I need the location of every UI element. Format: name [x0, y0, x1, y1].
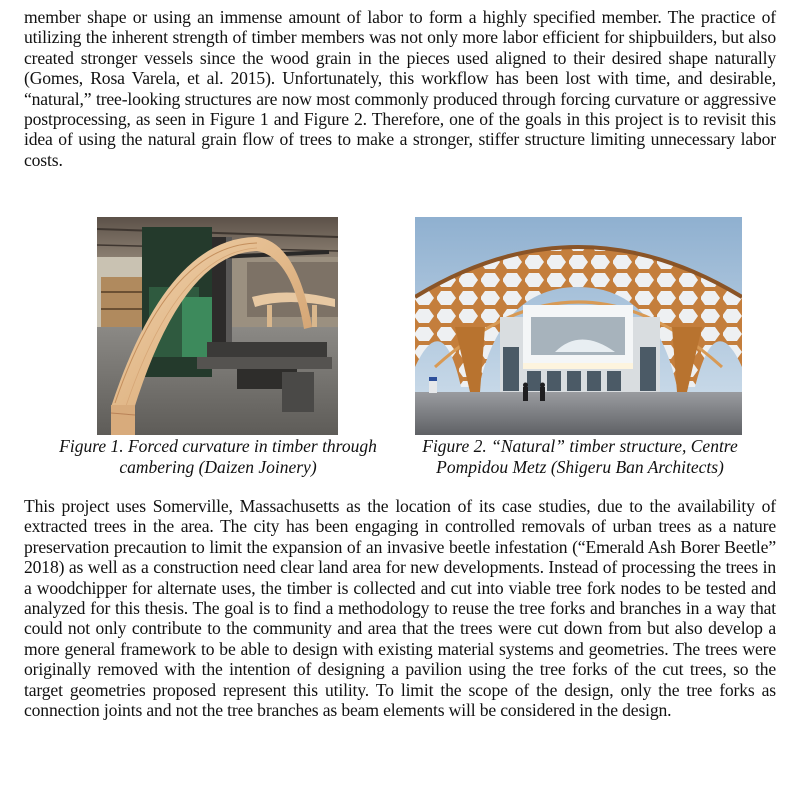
figure-2-caption: Figure 2. “Natural” timber structure, Centre Pompidou Metz (Shigeru Ban Architects): [422, 436, 738, 477]
cambered-timber-photo-icon: [97, 217, 338, 435]
body-paragraph-2: This project uses Somerville, Massachusetts as the location of its case studies, due to the availability of extracted trees in the area. The city has been engaging in controlled removals of urban trees as a nature preservation precaution to limit the expansion of an invasive beetle infestation (“Emerald Ash Borer Beetle” 2018) as well as a construction need clear land area for new developments. Instead of processing the trees in a woodchipper for alternate uses, the timber is collected and cut into viable tree fork nodes to be tested and analyzed for this thesis. The goal is to find a methodology to reuse the tree forks and branches in a way that could not only contribute to the community and area that the trees were cut down from but also develop a more general framework to be able to design with existing material systems and geometries. The trees were originally removed with the intention of designing a pavilion using the tree forks of the cut trees, so the target geometries proposed represent this utility. To limit the scope of the design, only the tree forks as connection joints and not the tree branches as beam elements will be considered in the design.: [24, 496, 776, 721]
pompidou-metz-photo-icon: [415, 217, 742, 435]
body-paragraph-1: member shape or using an immense amount of labor to form a highly specified member. The practice of utilizing the inherent strength of timber members was not only more labor efficient for shipbuilders, but also created stronger vessels since the wood grain in the pieces used aligned to their desired shape naturally (Gomes, Rosa Varela, et al. 2015). Unfortunately, this workflow has been lost with time, and desirable, “natural,” tree-looking structures are now most commonly produced through forcing curvature or aggressive postprocessing, as seen in Figure 1 and Figure 2. Therefore, one of the goals in this project is to revisit this idea of using the natural grain flow of trees to make a stronger, stiffer structure limiting unnecessary labor costs.: [24, 7, 776, 170]
figure-1-caption: Figure 1. Forced curvature in timber through cambering (Daizen Joinery): [59, 436, 377, 477]
figure-2-image: [415, 217, 742, 435]
figure-1-image: [97, 217, 338, 435]
